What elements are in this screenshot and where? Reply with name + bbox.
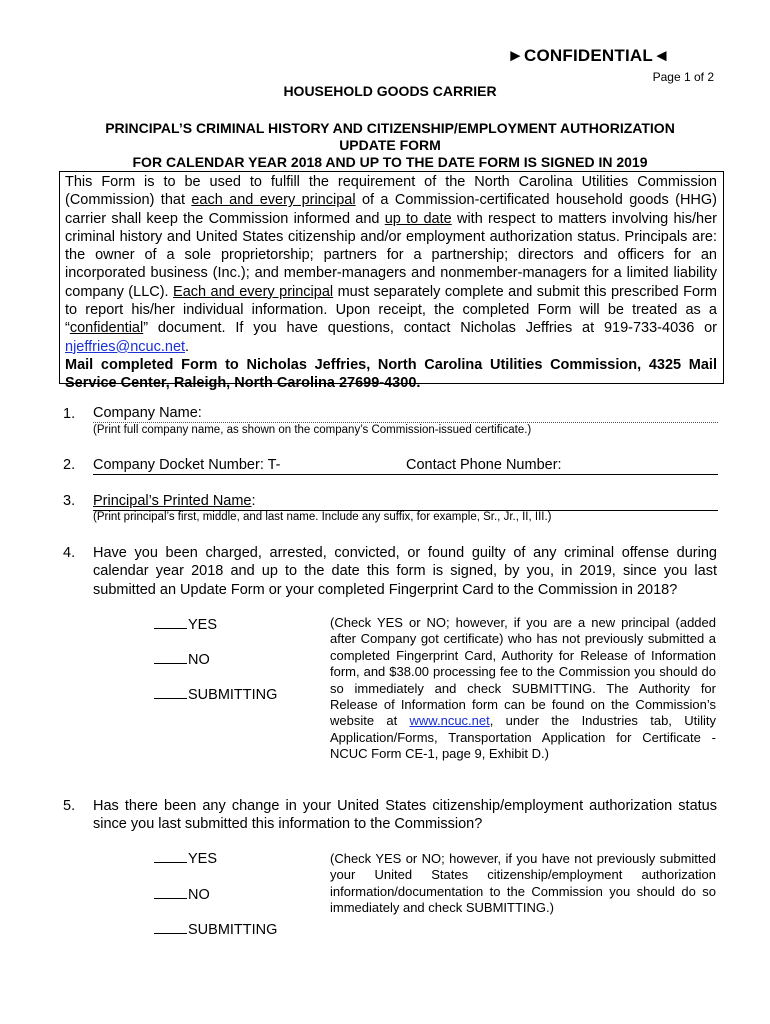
intro-text: of a Commission-certificated household goods (HHG) carrier shall keep the Commission informed and [65,192,717,227]
q4-no-blank[interactable] [154,663,187,664]
question-5-text: Has there been any change in your United States citizenship/employment authorization status since you last submitted this information to the Commission? [93,798,717,833]
ncuc-website-link[interactable]: www.ncuc.net [409,713,490,729]
question-3-number: 3. [63,493,76,509]
contact-email-link[interactable]: njeffries@ncuc.net [65,338,186,355]
q4-yes-option[interactable] [154,617,217,633]
q4-submitting-option[interactable] [154,687,277,703]
q4-note-text: (Check YES or NO; however, if you are a new principal (added after Company got certificate) who has not previously submitted a completed Fingerprint Card, Authority for Release of Information form, and $38.00 processing fee to the Commission you should do so immediately and check SUBMITTING. The Authority for Release of Information form can be found on the Commission’s website at [330,615,716,729]
form-title-line2: UPDATE FORM [339,137,441,153]
company-name-hint: (Print full company name, as shown on the company’s Commission-issued certificate.) [93,424,532,436]
question-2-number: 2. [63,457,76,473]
q5-no-option[interactable] [154,887,210,903]
q5-submitting-label: SUBMITTING [188,922,278,938]
q5-no-blank[interactable] [154,898,187,899]
q5-no-label: NO [188,887,210,903]
intro-text: with respect to matters involving his/her criminal history and United States citizenship and/or employment authorization status. Principals are: the owner of a sole proprietorship; partners for a partnership; directors and officers for an incorporated business (Inc.); and member-managers and nonmember-managers for a limited liability company (LLC). [65,210,718,300]
instructions-box [59,171,724,392]
q4-note-text: , under the Industries tab, Utility Application/Forms, Transportation Application for Certificate - NCUC Form CE-1, page 9, Exhibit D.) [330,713,716,762]
principal-name-label: Principal’s Printed Name [93,493,252,509]
intro-emphasis: Each and every principal [173,283,334,300]
q5-yes-label: YES [188,851,218,867]
question-5-note: (Check YES or NO; however, if you have not previously submitted your United States citizenship/employment authorization information/documentation to the Commission you should do so immediately and check SUBMITTING.) [330,851,716,916]
q5-submitting-option[interactable] [154,922,277,938]
form-title-line3: FOR CALENDAR YEAR 2018 AND UP TO THE DATE FORM IS SIGNED IN 2019 [132,154,648,170]
intro-emphasis: confidential [69,320,144,337]
docket-number-label: Company Docket Number: T- [93,457,281,473]
docket-phone-field[interactable] [93,474,718,475]
question-4-text: Have you been charged, arrested, convicted, or found guilty of any criminal offense during calendar year 2018 and up to the date this form is signed, by you, in 2019, since you last submitted an Update Form or your completed Fingerprint Card to the Commission in 2018? [93,545,717,598]
question-4-note [330,615,716,763]
company-name-field[interactable] [93,422,718,423]
intro-text: ” document. If you have questions, contact Nicholas Jeffries at 919-733-4036 or [143,320,717,337]
principal-name-colon: : [251,493,256,509]
mailing-instructions: Mail completed Form to Nicholas Jeffries, North Carolina Utilities Commission, 4325 Mail Service Center, Raleigh, North Carolina 27699-4300. [65,356,717,392]
intro-text: . [185,338,190,355]
page-number: Page 1 of 2 [652,70,714,84]
q5-submitting-blank[interactable] [154,933,187,934]
q4-submitting-label: SUBMITTING [188,687,278,703]
question-1-number: 1. [63,406,76,422]
principal-name-hint: (Print principal’s first, middle, and last name. Include any suffix, for example, Sr., Jr., II, III.) [93,511,552,523]
q4-no-option[interactable] [154,652,210,668]
q5-yes-option[interactable] [154,851,217,867]
form-title-line1: PRINCIPAL’S CRIMINAL HISTORY AND CITIZENSHIP/EMPLOYMENT AUTHORIZATION [105,120,675,136]
intro-emphasis: up to date [384,210,452,227]
q5-yes-blank[interactable] [154,862,187,863]
intro-emphasis: each and every principal [191,192,356,209]
intro-text: This Form is to be used to fulfill the requirement of the North Carolina Utilities Commission (Commission) that [65,174,717,209]
q4-submitting-blank[interactable] [154,698,187,699]
confidential-label: ►CONFIDENTIAL◄ [507,46,670,65]
question-5-number: 5. [63,798,76,814]
q4-no-label: NO [188,652,210,668]
contact-phone-label: Contact Phone Number: [406,457,562,473]
question-4-number: 4. [63,545,76,561]
company-name-label: Company Name: [93,405,202,421]
carrier-heading: HOUSEHOLD GOODS CARRIER [283,83,497,99]
q4-yes-label: YES [188,617,218,633]
intro-text: must separately complete and submit this prescribed Form to report his/her individual information. Upon receipt, the completed Form will be treated as a “ [65,283,717,337]
q4-yes-blank[interactable] [154,628,187,629]
